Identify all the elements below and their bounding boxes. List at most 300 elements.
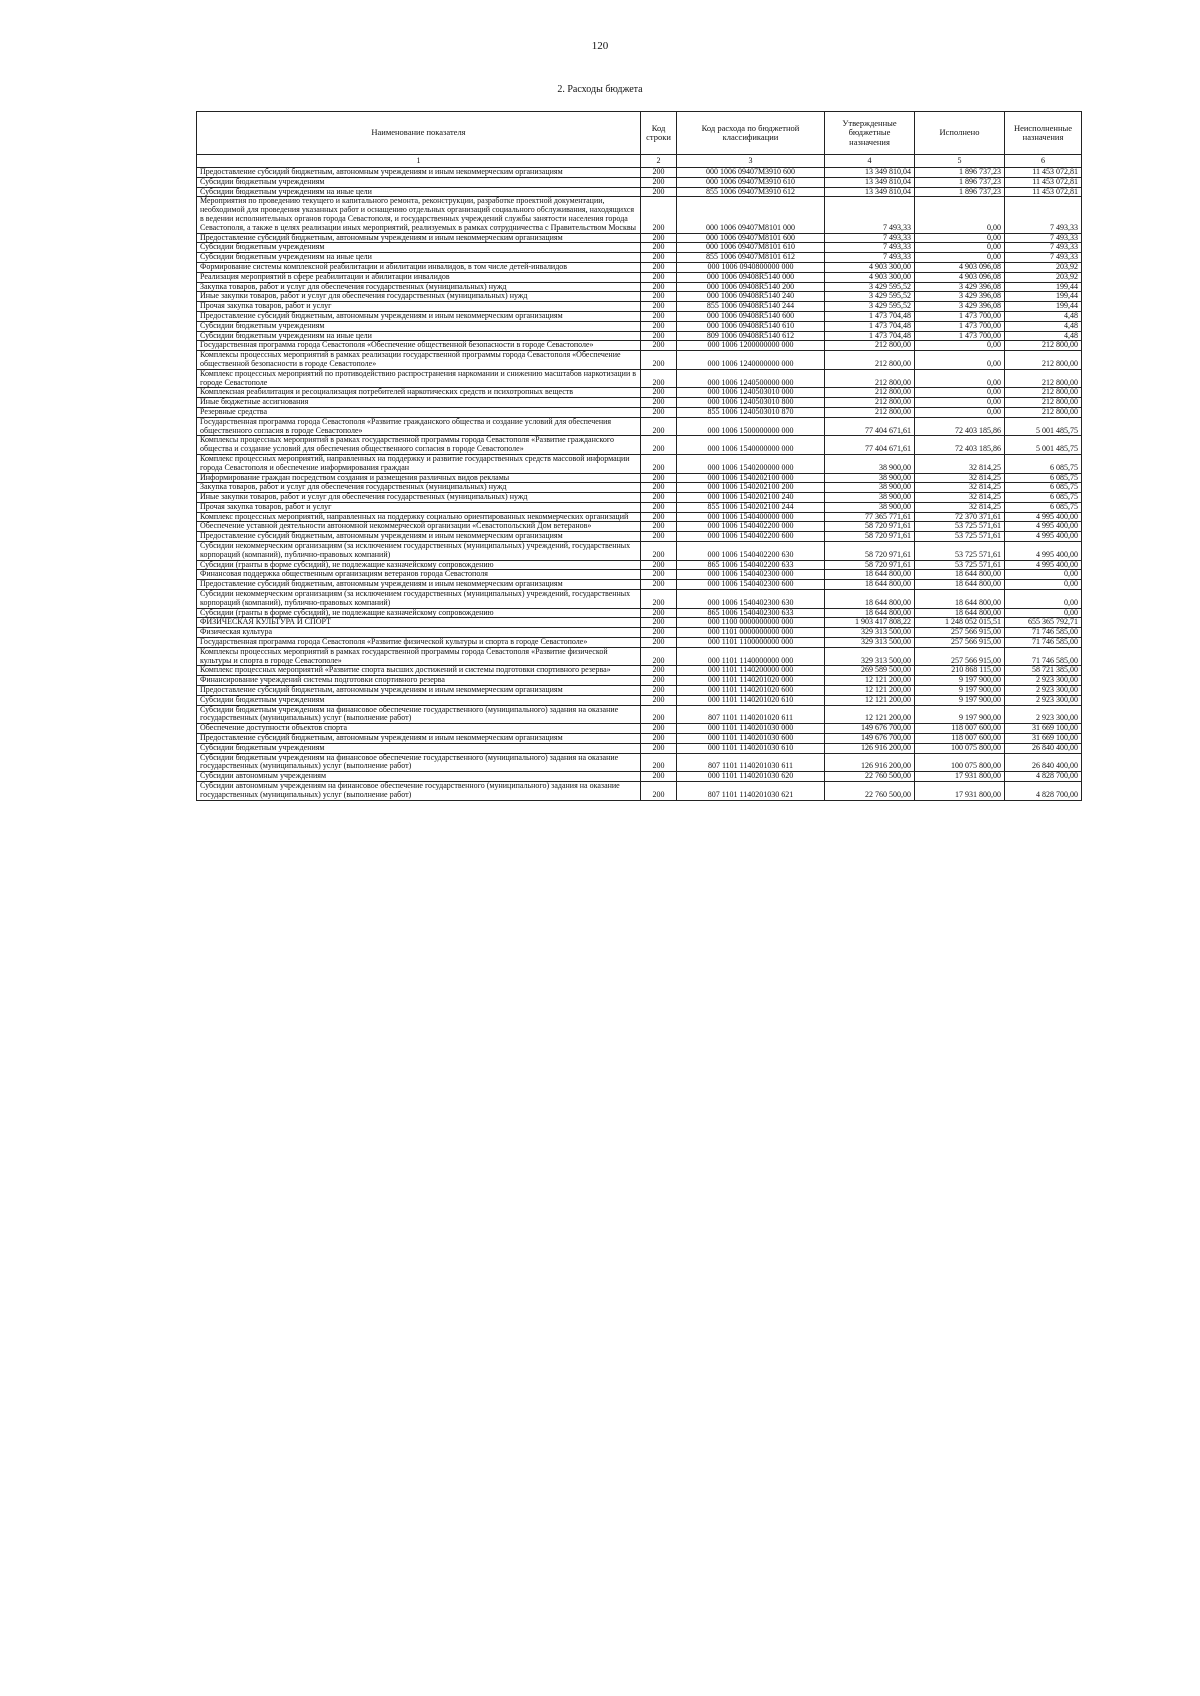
cell-code: 000 1006 1540000000 000 [677,436,825,455]
cell-line: 200 [641,417,677,436]
cell-code: 865 1006 1540402300 633 [677,608,825,618]
cell-name: Государственная программа города Севастополя «Развитие гражданского общества и создание условий для обеспечения общественного согласия в городе Севастополе» [197,417,641,436]
cell-approved: 38 900,00 [825,483,915,493]
table-row [197,321,1082,331]
cell-line: 200 [641,772,677,782]
cell-executed: 18 644 800,00 [915,590,1005,609]
cell-approved: 149 676 700,00 [825,734,915,744]
cell-executed: 53 725 571,61 [915,532,1005,542]
cell-code: 855 1006 1240503010 870 [677,407,825,417]
cell-code: 000 1006 1540202100 000 [677,473,825,483]
table-row [197,590,1082,609]
table-row [197,351,1082,370]
cell-unexecuted: 5 001 485,75 [1005,417,1082,436]
cell-code: 000 1006 1240503010 800 [677,398,825,408]
cell-unexecuted: 6 085,75 [1005,483,1082,493]
cell-unexecuted: 203,92 [1005,262,1082,272]
header-unexecuted: Неисполненные назначения [1005,112,1082,155]
table-row [197,734,1082,744]
cell-name: Государственная программа города Севастополя «Обеспечение общественной безопасности в городе Севастополе» [197,341,641,351]
table-row [197,473,1082,483]
cell-executed: 72 370 371,61 [915,512,1005,522]
cell-code: 000 1101 0000000000 000 [677,628,825,638]
cell-executed: 1 896 737,23 [915,177,1005,187]
table-row [197,502,1082,512]
cell-unexecuted: 212 800,00 [1005,407,1082,417]
cell-line: 200 [641,388,677,398]
cell-name: Субсидии бюджетным учреждениям [197,743,641,753]
cell-unexecuted: 2 923 300,00 [1005,676,1082,686]
cell-executed: 32 814,25 [915,473,1005,483]
table-row [197,388,1082,398]
cell-code: 000 1006 09407М3910 610 [677,177,825,187]
cell-unexecuted: 212 800,00 [1005,369,1082,388]
table-row [197,177,1082,187]
cell-approved: 126 916 200,00 [825,743,915,753]
cell-code: 807 1101 1140201030 611 [677,753,825,772]
cell-executed: 0,00 [915,253,1005,263]
header-approved: Утвержденные бюджетные назначения [825,112,915,155]
cell-name: Формирование системы комплексной реабилитации и абилитации инвалидов, в том числе детей-инвалидов [197,262,641,272]
cell-unexecuted: 6 085,75 [1005,493,1082,503]
cell-approved: 149 676 700,00 [825,724,915,734]
cell-unexecuted: 5 001 485,75 [1005,436,1082,455]
table-row [197,608,1082,618]
cell-approved: 126 916 200,00 [825,753,915,772]
cell-name: Предоставление субсидий бюджетным, автономным учреждениям и иным некоммерческим организациям [197,168,641,178]
cell-executed: 0,00 [915,388,1005,398]
cell-executed: 0,00 [915,407,1005,417]
table-row [197,341,1082,351]
cell-unexecuted: 212 800,00 [1005,398,1082,408]
cell-executed: 17 931 800,00 [915,772,1005,782]
cell-name: Предоставление субсидий бюджетным, автономным учреждениям и иным некоммерческим организациям [197,686,641,696]
cell-name: Субсидии (гранты в форме субсидий), не подлежащие казначейскому сопровождению [197,560,641,570]
cell-unexecuted: 11 453 072,81 [1005,168,1082,178]
cell-executed: 0,00 [915,197,1005,233]
cell-executed: 210 868 115,00 [915,666,1005,676]
header-executed: Исполнено [915,112,1005,155]
cell-name: Субсидии бюджетным учреждениям на финансовое обеспечение государственного (муниципального) задания на оказание государственных (муниципальных) услуг (выполнение работ) [197,753,641,772]
cell-executed: 118 007 600,00 [915,724,1005,734]
table-row [197,512,1082,522]
cell-unexecuted: 199,44 [1005,282,1082,292]
header-name: Наименование показателя [197,112,641,155]
cell-approved: 18 644 800,00 [825,570,915,580]
cell-code: 000 1006 1240000000 000 [677,351,825,370]
header-line-code: Код строки [641,112,677,155]
column-number: 4 [825,155,915,168]
table-row [197,187,1082,197]
cell-line: 200 [641,282,677,292]
cell-line: 200 [641,177,677,187]
cell-approved: 22 760 500,00 [825,772,915,782]
cell-approved: 1 473 704,48 [825,311,915,321]
cell-name: Физическая культура [197,628,641,638]
cell-executed: 53 725 571,61 [915,560,1005,570]
table-row [197,666,1082,676]
cell-code: 000 1006 09407М3910 600 [677,168,825,178]
cell-approved: 212 800,00 [825,407,915,417]
table-row [197,705,1082,724]
cell-code: 000 1006 1540402200 600 [677,532,825,542]
cell-line: 200 [641,398,677,408]
cell-code: 000 1006 1540402300 600 [677,580,825,590]
cell-unexecuted: 212 800,00 [1005,388,1082,398]
cell-approved: 22 760 500,00 [825,782,915,801]
cell-executed: 1 473 700,00 [915,311,1005,321]
cell-name: Предоставление субсидий бюджетным, автономным учреждениям и иным некоммерческим организациям [197,734,641,744]
cell-code: 000 1006 1540402300 630 [677,590,825,609]
cell-unexecuted: 26 840 400,00 [1005,753,1082,772]
table-row [197,483,1082,493]
cell-code: 000 1006 09408R5140 600 [677,311,825,321]
column-number: 2 [641,155,677,168]
cell-line: 200 [641,473,677,483]
cell-code: 000 1101 1100000000 000 [677,638,825,648]
cell-approved: 58 720 971,61 [825,522,915,532]
cell-approved: 13 349 810,04 [825,187,915,197]
cell-approved: 77 404 671,61 [825,417,915,436]
cell-code: 000 1006 1540402200 000 [677,522,825,532]
cell-executed: 1 896 737,23 [915,168,1005,178]
cell-executed: 3 429 396,08 [915,292,1005,302]
cell-line: 200 [641,436,677,455]
table-row [197,493,1082,503]
cell-line: 200 [641,493,677,503]
table-row [197,522,1082,532]
table-row [197,331,1082,341]
cell-executed: 118 007 600,00 [915,734,1005,744]
cell-unexecuted: 6 085,75 [1005,473,1082,483]
table-row [197,560,1082,570]
column-number: 5 [915,155,1005,168]
column-number: 6 [1005,155,1082,168]
cell-approved: 38 900,00 [825,502,915,512]
budget-expenses-table [196,111,1082,801]
table-row [197,772,1082,782]
cell-line: 200 [641,341,677,351]
cell-code: 000 1006 1240503010 000 [677,388,825,398]
table-row [197,647,1082,666]
cell-name: Реализация мероприятий в сфере реабилитации и абилитации инвалидов [197,272,641,282]
cell-executed: 9 197 900,00 [915,695,1005,705]
cell-approved: 212 800,00 [825,351,915,370]
cell-code: 000 1006 09407М8101 000 [677,197,825,233]
cell-code: 000 1101 1140201020 000 [677,676,825,686]
cell-name: Мероприятия по проведению текущего и капитального ремонта, реконструкции, разработке проектной документации, необходимой для проведения указанных работ и оснащению отдельных организаций социального обслуживания, находящихся в ведении исполнительных органов города Севастополя, и государственных учреждений службы занятости населения города Севастополя, а также в целях реализации иных мероприятий, реализуемых в рамках сотрудничества с Правительством Москвы [197,197,641,233]
cell-name: Комплексная реабилитация и ресоциализация потребителей наркотических средств и психотропных веществ [197,388,641,398]
cell-name: Комплекс процессных мероприятий, направленных на поддержку социально ориентированных некоммерческих организаций [197,512,641,522]
cell-approved: 77 404 671,61 [825,436,915,455]
cell-code: 000 1101 1140200000 000 [677,666,825,676]
cell-line: 200 [641,608,677,618]
cell-line: 200 [641,638,677,648]
table-row [197,272,1082,282]
cell-name: Предоставление субсидий бюджетным, автономным учреждениям и иным некоммерческим организациям [197,532,641,542]
cell-executed: 100 075 800,00 [915,753,1005,772]
cell-name: Субсидии бюджетным учреждениям [197,243,641,253]
cell-line: 200 [641,782,677,801]
column-number-row [197,155,1082,168]
cell-executed: 4 903 096,08 [915,272,1005,282]
table-row [197,197,1082,233]
cell-approved: 3 429 595,52 [825,282,915,292]
cell-line: 200 [641,724,677,734]
table-row [197,570,1082,580]
table-row [197,407,1082,417]
cell-name: Субсидии автономным учреждениям [197,772,641,782]
cell-approved: 212 800,00 [825,341,915,351]
cell-line: 200 [641,502,677,512]
cell-line: 200 [641,351,677,370]
cell-name: Обеспечение доступности объектов спорта [197,724,641,734]
cell-code: 855 1006 09408R5140 244 [677,302,825,312]
cell-unexecuted: 71 746 585,00 [1005,628,1082,638]
cell-code: 000 1006 1540200000 000 [677,454,825,473]
cell-name: Субсидии автономным учреждениям на финансовое обеспечение государственного (муниципального) задания на оказание государственных (муниципальных) услуг (выполнение работ) [197,782,641,801]
cell-name: Закупка товаров, работ и услуг для обеспечения государственных (муниципальных) нужд [197,282,641,292]
cell-code: 000 1101 1140201030 610 [677,743,825,753]
table-row [197,262,1082,272]
cell-executed: 257 566 915,00 [915,628,1005,638]
cell-name: Прочая закупка товаров, работ и услуг [197,302,641,312]
cell-code: 000 1101 1140201030 600 [677,734,825,744]
cell-unexecuted: 4 995 400,00 [1005,512,1082,522]
cell-line: 200 [641,407,677,417]
cell-name: ФИЗИЧЕСКАЯ КУЛЬТУРА И СПОРТ [197,618,641,628]
cell-approved: 212 800,00 [825,388,915,398]
cell-approved: 1 473 704,48 [825,331,915,341]
cell-code: 000 1101 1140201030 620 [677,772,825,782]
cell-name: Комплекс процессных мероприятий «Развитие спорта высших достижений и системы подготовки спортивного резерва» [197,666,641,676]
cell-unexecuted: 7 493,33 [1005,253,1082,263]
cell-line: 200 [641,302,677,312]
cell-code: 000 1006 1540402300 000 [677,570,825,580]
cell-unexecuted: 71 746 585,00 [1005,638,1082,648]
cell-name: Резервные средства [197,407,641,417]
cell-executed: 100 075 800,00 [915,743,1005,753]
cell-executed: 32 814,25 [915,493,1005,503]
cell-approved: 1 903 417 808,22 [825,618,915,628]
cell-approved: 38 900,00 [825,473,915,483]
table-row [197,638,1082,648]
cell-code: 000 1006 1200000000 000 [677,341,825,351]
cell-approved: 1 473 704,48 [825,321,915,331]
cell-name: Информирование граждан посредством создания и размещения различных видов рекламы [197,473,641,483]
cell-executed: 0,00 [915,233,1005,243]
cell-unexecuted: 4 828 700,00 [1005,772,1082,782]
cell-unexecuted: 6 085,75 [1005,502,1082,512]
cell-approved: 329 313 500,00 [825,647,915,666]
cell-unexecuted: 655 365 792,71 [1005,618,1082,628]
cell-line: 200 [641,560,677,570]
cell-name: Субсидии некоммерческим организациям (за исключением государственных (муниципальных) учреждений, государственных корпораций (компаний), публично-правовых компаний) [197,542,641,561]
cell-code: 000 1006 1540402200 630 [677,542,825,561]
cell-line: 200 [641,676,677,686]
table-row [197,542,1082,561]
table-row [197,580,1082,590]
cell-executed: 9 197 900,00 [915,676,1005,686]
cell-name: Комплексы процессных мероприятий в рамках государственной программы города Севастополя «Развитие физической культуры и спорта в городе Севастополе» [197,647,641,666]
cell-approved: 212 800,00 [825,398,915,408]
cell-line: 200 [641,197,677,233]
cell-unexecuted: 11 453 072,81 [1005,177,1082,187]
table-row [197,618,1082,628]
cell-name: Комплекс процессных мероприятий по противодействию распространения наркомании и снижению масштабов наркотизации в городе Севастополе [197,369,641,388]
cell-line: 200 [641,321,677,331]
cell-code: 000 1006 0940800000 000 [677,262,825,272]
table-row [197,282,1082,292]
cell-code: 809 1006 09408R5140 612 [677,331,825,341]
cell-unexecuted: 199,44 [1005,302,1082,312]
cell-unexecuted: 4 828 700,00 [1005,782,1082,801]
cell-unexecuted: 4 995 400,00 [1005,522,1082,532]
cell-name: Комплексы процессных мероприятий в рамках государственной программы города Севастополя «Развитие гражданского общества и создание условий для обеспечения общественного согласия в городе Севастополе» [197,436,641,455]
cell-line: 200 [641,734,677,744]
cell-line: 200 [641,253,677,263]
cell-approved: 7 493,33 [825,233,915,243]
cell-name: Обеспечение уставной деятельности автономной некоммерческой организации «Севастопольский Дом ветеранов» [197,522,641,532]
cell-executed: 3 429 396,08 [915,302,1005,312]
table-row [197,311,1082,321]
cell-approved: 269 589 500,00 [825,666,915,676]
cell-approved: 7 493,33 [825,197,915,233]
cell-executed: 18 644 800,00 [915,570,1005,580]
cell-name: Предоставление субсидий бюджетным, автономным учреждениям и иным некоммерческим организациям [197,311,641,321]
section-title: 2. Расходы бюджета [557,84,643,95]
cell-line: 200 [641,532,677,542]
cell-name: Комплексы процессных мероприятий в рамках реализации государственной программы города Севастополя «Обеспечение общественной безопасности в городе Севастополе» [197,351,641,370]
cell-line: 200 [641,590,677,609]
cell-unexecuted: 58 721 385,00 [1005,666,1082,676]
cell-unexecuted: 4 995 400,00 [1005,532,1082,542]
table-row [197,628,1082,638]
cell-name: Субсидии бюджетным учреждениям [197,695,641,705]
cell-code: 000 1006 09408R5140 000 [677,272,825,282]
cell-line: 200 [641,262,677,272]
cell-executed: 1 896 737,23 [915,187,1005,197]
cell-unexecuted: 0,00 [1005,590,1082,609]
cell-executed: 72 403 185,86 [915,417,1005,436]
cell-line: 200 [641,233,677,243]
cell-unexecuted: 4,48 [1005,331,1082,341]
cell-executed: 18 644 800,00 [915,580,1005,590]
cell-line: 200 [641,522,677,532]
cell-name: Государственная программа города Севастополя «Развитие физической культуры и спорта в городе Севастополе» [197,638,641,648]
cell-name: Финансирование учреждений системы подготовки спортивного резерва [197,676,641,686]
cell-unexecuted: 4,48 [1005,321,1082,331]
cell-line: 200 [641,570,677,580]
cell-approved: 4 903 300,00 [825,272,915,282]
table-row [197,743,1082,753]
cell-executed: 1 473 700,00 [915,331,1005,341]
cell-line: 200 [641,542,677,561]
cell-line: 200 [641,618,677,628]
cell-line: 200 [641,666,677,676]
cell-unexecuted: 212 800,00 [1005,351,1082,370]
cell-approved: 4 903 300,00 [825,262,915,272]
table-body [197,168,1082,801]
cell-name: Субсидии бюджетным учреждениям на иные цели [197,253,641,263]
cell-line: 200 [641,292,677,302]
cell-approved: 38 900,00 [825,454,915,473]
cell-approved: 58 720 971,61 [825,532,915,542]
cell-name: Финансовая поддержка общественным организациям ветеранов города Севастополя [197,570,641,580]
cell-code: 000 1101 1140000000 000 [677,647,825,666]
table-row [197,302,1082,312]
cell-unexecuted: 4 995 400,00 [1005,542,1082,561]
cell-approved: 329 313 500,00 [825,628,915,638]
cell-executed: 32 814,25 [915,483,1005,493]
cell-unexecuted: 4 995 400,00 [1005,560,1082,570]
cell-executed: 18 644 800,00 [915,608,1005,618]
cell-line: 200 [641,331,677,341]
cell-line: 200 [641,743,677,753]
cell-approved: 58 720 971,61 [825,560,915,570]
column-number: 3 [677,155,825,168]
cell-code: 000 1006 09407М8101 610 [677,243,825,253]
cell-executed: 1 248 052 015,51 [915,618,1005,628]
cell-code: 000 1006 1500000000 000 [677,417,825,436]
cell-line: 200 [641,512,677,522]
cell-code: 807 1101 1140201030 621 [677,782,825,801]
cell-code: 855 1006 09407М8101 612 [677,253,825,263]
cell-approved: 7 493,33 [825,243,915,253]
cell-unexecuted: 199,44 [1005,292,1082,302]
cell-name: Субсидии бюджетным учреждениям на иные цели [197,331,641,341]
cell-name: Субсидии бюджетным учреждениям [197,177,641,187]
cell-approved: 12 121 200,00 [825,705,915,724]
cell-code: 865 1006 1540402200 633 [677,560,825,570]
cell-name: Прочая закупка товаров, работ и услуг [197,502,641,512]
cell-line: 200 [641,628,677,638]
cell-code: 000 1101 1140201030 000 [677,724,825,734]
cell-unexecuted: 7 493,33 [1005,197,1082,233]
cell-code: 000 1006 09408R5140 240 [677,292,825,302]
cell-executed: 257 566 915,00 [915,638,1005,648]
cell-unexecuted: 212 800,00 [1005,341,1082,351]
table-row [197,724,1082,734]
cell-name: Иные закупки товаров, работ и услуг для обеспечения государственных (муниципальных) нужд [197,493,641,503]
cell-executed: 32 814,25 [915,454,1005,473]
cell-line: 200 [641,168,677,178]
cell-line: 200 [641,272,677,282]
cell-approved: 18 644 800,00 [825,580,915,590]
cell-line: 200 [641,695,677,705]
cell-executed: 0,00 [915,243,1005,253]
cell-line: 200 [641,369,677,388]
cell-code: 855 1006 1540202100 244 [677,502,825,512]
table-row [197,292,1082,302]
table-row [197,454,1082,473]
table-row [197,233,1082,243]
cell-code: 000 1006 1540400000 000 [677,512,825,522]
cell-approved: 77 365 771,61 [825,512,915,522]
table-row [197,369,1082,388]
cell-approved: 13 349 810,04 [825,177,915,187]
cell-unexecuted: 31 669 100,00 [1005,724,1082,734]
cell-code: 000 1006 09408R5140 610 [677,321,825,331]
cell-approved: 212 800,00 [825,369,915,388]
table-row [197,436,1082,455]
cell-code: 000 1101 1140201020 610 [677,695,825,705]
cell-executed: 9 197 900,00 [915,686,1005,696]
cell-approved: 12 121 200,00 [825,695,915,705]
cell-code: 000 1006 1540202100 240 [677,493,825,503]
cell-executed: 1 473 700,00 [915,321,1005,331]
cell-executed: 53 725 571,61 [915,542,1005,561]
